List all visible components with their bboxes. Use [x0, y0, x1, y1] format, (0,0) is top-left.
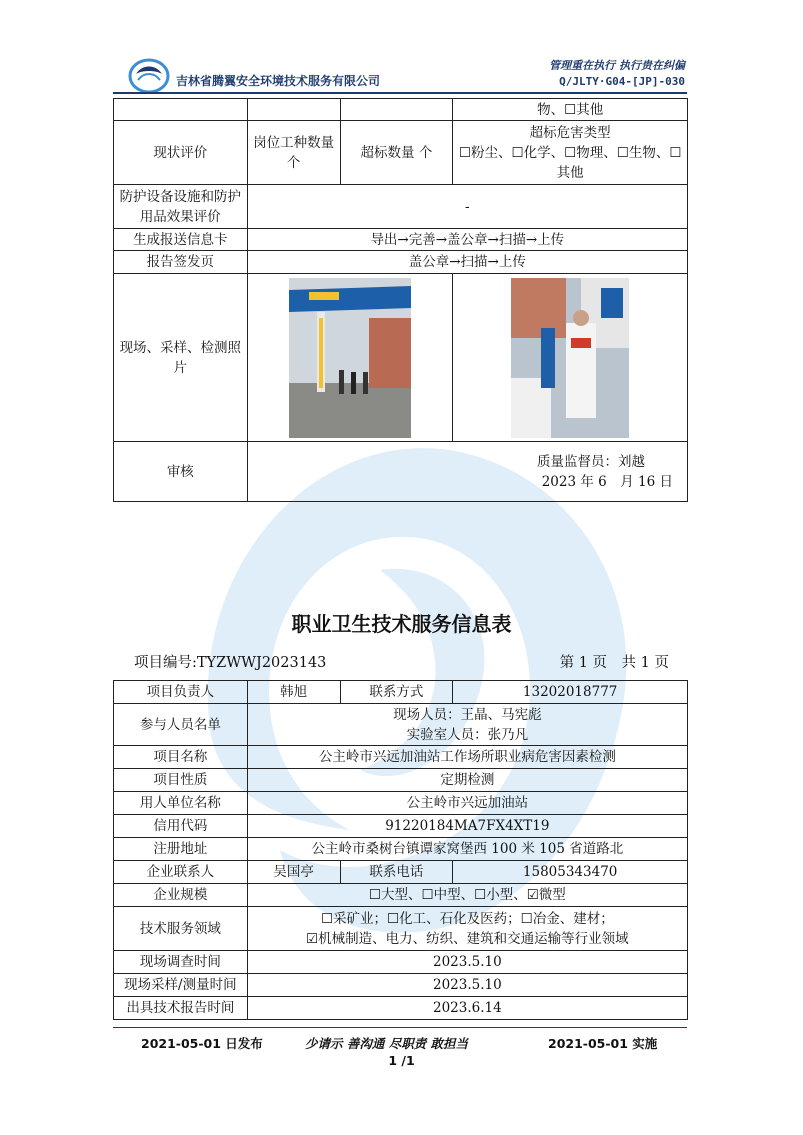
employer-label: 用人单位名称	[114, 792, 248, 815]
survey-time-label: 现场调查时间	[114, 951, 248, 974]
info-card-value: 导出→完善→盖公章→扫描→上传	[247, 229, 687, 251]
table-row	[114, 185, 688, 229]
status-eval-label: 现状评价	[114, 121, 248, 185]
photo-cell-1	[247, 274, 453, 442]
sampling-time-label: 现场采样/测量时间	[114, 974, 248, 997]
service-info-table	[113, 680, 688, 1020]
protection-value: -	[247, 185, 687, 229]
table-row	[114, 229, 688, 251]
table-row	[114, 274, 688, 442]
continued-cell: 物、☐其他	[453, 99, 688, 121]
table-row	[114, 815, 688, 838]
table-row	[114, 251, 688, 274]
enterprise-contact-value: 吴国亭	[247, 861, 340, 884]
members-label: 参与人员名单	[114, 704, 248, 746]
table-row	[114, 838, 688, 861]
leader-label: 项目负责人	[114, 681, 248, 704]
footer-motto: 少请示 善沟通 尽职责 敢担当	[305, 1036, 469, 1051]
report-time-label: 出具技术报告时间	[114, 997, 248, 1020]
table-row	[114, 974, 688, 997]
project-number: 项目编号:TYZWWJ2023143	[134, 655, 327, 671]
project-nature-label: 项目性质	[114, 769, 248, 792]
project-name-label: 项目名称	[114, 746, 248, 769]
table-row	[114, 997, 688, 1020]
sign-page-label: 报告签发页	[114, 251, 248, 274]
footer-divider	[113, 1027, 687, 1028]
implement-date: 2021-05-01 实施	[548, 1036, 658, 1051]
hazard-type-cell	[453, 121, 688, 185]
photos-label: 现场、采样、检测照片	[114, 274, 248, 442]
exceed-count-cell: 超标数量 个	[340, 121, 453, 185]
survey-time-value: 2023.5.10	[247, 951, 687, 974]
table-row	[114, 681, 688, 704]
leader-value: 韩旭	[247, 681, 340, 704]
table-row	[114, 121, 688, 185]
enterprise-contact-label: 企业联系人	[114, 861, 248, 884]
table-row	[114, 861, 688, 884]
address-value: 公主岭市桑树台镇谭家窝堡西 100 米 105 省道路北	[247, 838, 687, 861]
sampling-time-value: 2023.5.10	[247, 974, 687, 997]
page-number: 1 /1	[388, 1053, 415, 1068]
review-cell	[247, 442, 687, 502]
service-field-label: 技术服务领域	[114, 907, 248, 951]
project-nature-value: 定期检测	[247, 769, 687, 792]
publish-date: 2021-05-01 日发布	[141, 1036, 263, 1051]
sign-page-value: 盖公章→扫描→上传	[247, 251, 687, 274]
address-label: 注册地址	[114, 838, 248, 861]
table-row	[114, 99, 688, 121]
table-row	[114, 951, 688, 974]
phone-label: 联系电话	[340, 861, 453, 884]
credit-code-value: 91220184MA7FX4XT19	[247, 815, 687, 838]
table-row	[114, 442, 688, 502]
gas-station-photo	[289, 278, 411, 438]
members-value	[247, 704, 687, 746]
service-process-table	[113, 98, 688, 502]
scale-label: 企业规模	[114, 884, 248, 907]
scale-value: ☐大型、☐中型、☐小型、☑微型	[247, 884, 687, 907]
photo-cell-2	[453, 274, 688, 442]
company-logo-icon	[128, 54, 170, 94]
lab-staff: 实验室人员：张乃凡	[406, 726, 529, 743]
header-divider	[113, 92, 687, 94]
company-name: 吉林省腾翼安全环境技术服务有限公司	[176, 74, 381, 88]
review-label: 审核	[114, 442, 248, 502]
header-slogan: 管理重在执行 执行贵在纠偏	[549, 59, 685, 72]
contact-label: 联系方式	[340, 681, 453, 704]
project-name-value: 公主岭市兴远加油站工作场所职业病危害因素检测	[247, 746, 687, 769]
post-count-cell: 岗位工种数量 个	[247, 121, 340, 185]
report-time-value: 2023.6.14	[247, 997, 687, 1020]
sampling-photo	[511, 278, 629, 438]
info-card-label: 生成报送信息卡	[114, 229, 248, 251]
supervisor: 质量监督员：刘越	[537, 453, 645, 470]
contact-value: 13202018777	[453, 681, 688, 704]
table-row	[114, 769, 688, 792]
page-info: 第 1 页 共 1 页	[559, 655, 669, 671]
phone-value: 15805343470	[453, 861, 688, 884]
table-row	[114, 907, 688, 951]
field-staff: 现场人员：王晶、马宪彪	[393, 706, 542, 723]
review-date: 2023 年 6 月 16 日	[541, 473, 673, 490]
service-field-line1: ☐采矿业；☐化工、石化及医药；☐冶金、建材；	[320, 910, 614, 927]
document-code: Q/JLTY·G04-[JP]-030	[559, 75, 685, 88]
hazard-type-title: 超标危害类型	[529, 124, 611, 141]
hazard-type-options: ☐粉尘、☐化学、☐物理、☐生物、☐其他	[458, 144, 682, 181]
protection-label: 防护设备设施和防护用品效果评价	[114, 185, 248, 229]
table-row	[114, 884, 688, 907]
credit-code-label: 信用代码	[114, 815, 248, 838]
employer-value: 公主岭市兴远加油站	[247, 792, 687, 815]
page-header	[0, 0, 803, 100]
form-title: 职业卫生技术服务信息表	[291, 612, 512, 636]
table-row	[114, 704, 688, 746]
service-field-value	[247, 907, 687, 951]
table-row	[114, 792, 688, 815]
service-field-line2: ☑机械制造、电力、纺织、建筑和交通运输等行业领域	[306, 930, 629, 947]
table-row	[114, 746, 688, 769]
